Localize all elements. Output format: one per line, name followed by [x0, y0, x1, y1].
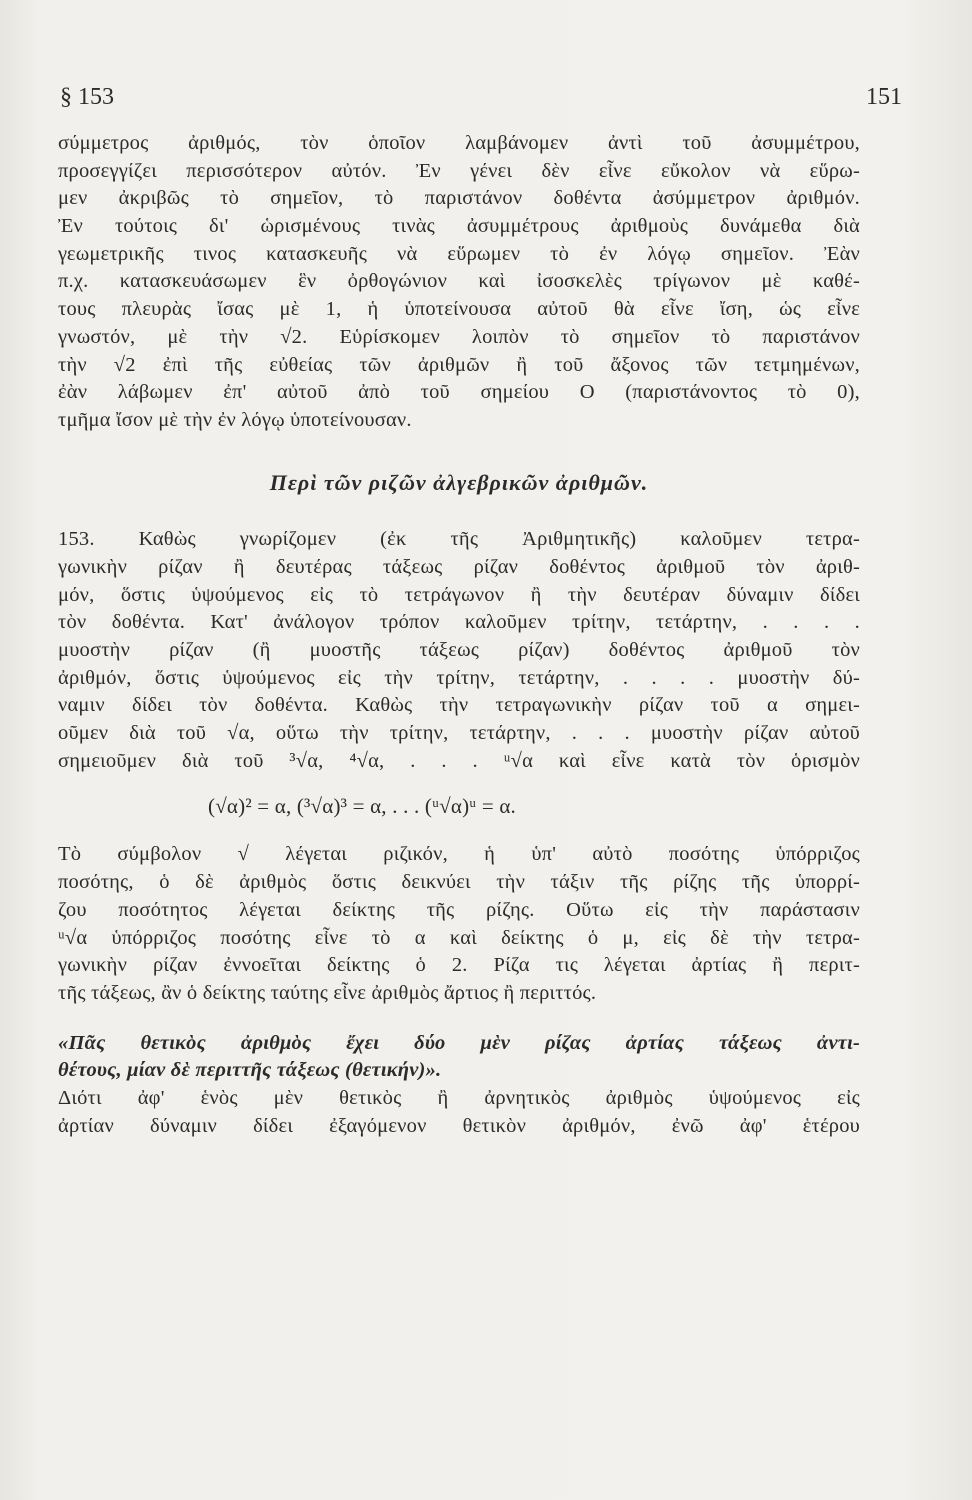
text-line: προσεγγίζει περισσότερον αὐτόν. Ἐν γένει δὲν εἶνε εὔκολον νὰ εὕρω- [58, 159, 860, 182]
text-line: ἐὰν λάβωμεν ἐπ' αὐτοῦ ἀπὸ τοῦ σημείου Ο (παριστάνοντος τὸ 0), [58, 381, 860, 404]
paragraph-1 [58, 130, 860, 435]
text-line: ᵘ√α ὑπόρριζος ποσότης εἶνε τὸ α καὶ δείκτης ὁ μ, εἰς δὲ τὴν τετρα- [58, 926, 860, 949]
root-formula: (√α)² = α, (³√α)³ = α, . . . (ᵘ√α)ᵘ = α. [208, 794, 516, 819]
text-line: τους πλευρὰς ἴσας μὲ 1, ἡ ὑποτείνουσα αὐτοῦ θὰ εἶνε ἴση, ὡς εἶνε [58, 298, 860, 321]
page-body [58, 130, 860, 1140]
theorem-quote [58, 1030, 860, 1085]
text-line: σημειοῦμεν διὰ τοῦ ³√α, ⁴√α, . . . ᵘ√α καὶ εἶνε κατὰ τὸν ὁρισμὸν [58, 749, 860, 772]
page-header [60, 84, 902, 124]
text-line: μεν ἀκριβῶς τὸ σημεῖον, τὸ παριστάνον δοθέντα ἀσύμμετρον ἀριθμόν. [58, 187, 860, 210]
section-heading: Περὶ τῶν ριζῶν ἀλγεβρικῶν ἀριθμῶν. [269, 469, 649, 495]
formula-block [58, 775, 860, 841]
text-line: γωνικὴν ρίζαν ἢ δευτέρας τάξεως ρίζαν δοθέντος ἀριθμοῦ τὸν ἀριθ- [58, 555, 860, 578]
text-line: γεωμετρικῆς τινος κατασκευῆς νὰ εὕρωμεν τὸ ἐν λόγῳ σημεῖον. Ἐὰν [58, 242, 860, 265]
text-line: Διότι ἀφ' ἑνὸς μὲν θετικὸς ἢ ἀρνητικὸς ἀριθμὸς ὑψούμενος εἰς [58, 1086, 860, 1109]
paragraph-2 [58, 526, 860, 775]
text-line: τμῆμα ἴσον μὲ τὴν ἐν λόγῳ ὑποτείνουσαν. [58, 408, 412, 431]
text-line: ζου ποσότητος λέγεται δείκτης τῆς ρίζης. Οὕτω εἰς τὴν παράστασιν [58, 898, 860, 921]
text-line: οῦμεν διὰ τοῦ √α, οὕτω τὴν τρίτην, τετάρτην, . . . μυοστὴν ρίζαν αὐτοῦ [58, 722, 860, 745]
text-line: σύμμετρος ἀριθμός, τὸν ὁποῖον λαμβάνομεν ἀντὶ τοῦ ἀσυμμέτρου, [58, 132, 860, 154]
spacer [58, 1008, 860, 1030]
text-line: Τὸ σύμβολον √ λέγεται ριζικόν, ἡ ὑπ' αὐτὸ ποσότης ὑπόρριζος [58, 843, 860, 866]
text-line: «Πᾶς θετικὸς ἀριθμὸς ἔχει δύο μὲν ρίζας ἀρτίας τάξεως ἀντι- [58, 1031, 860, 1054]
text-line: γωνικὴν ρίζαν ἐννοεῖται δείκτης ὁ 2. Ρίζα τις λέγεται ἀρτίας ἢ περιτ- [58, 954, 860, 977]
text-line: ποσότης, ὁ δὲ ἀριθμὸς ὅστις δεικνύει τὴν τάξιν τῆς ρίζης τῆς ὑπορρί- [58, 871, 860, 894]
text-line: τὴν √2 ἐπὶ τῆς εὐθείας τῶν ἀριθμῶν ἢ τοῦ ἄξονος τῶν τετμημένων, [58, 353, 860, 376]
section-number: § 153 [60, 84, 114, 110]
text-line: θέτους, μίαν δὲ περιττῆς τάξεως (θετικήν)». [58, 1059, 442, 1082]
page-number: 151 [866, 84, 902, 110]
text-line: 153. Καθὼς γνωρίζομεν (ἐκ τῆς Ἀριθμητικῆς) καλοῦμεν τετρα- [58, 528, 860, 551]
text-line: π.χ. κατασκευάσωμεν ἓν ὀρθογώνιον καὶ ἰσοσκελὲς τρίγωνον μὲ καθέ- [58, 270, 860, 293]
text-line: τὸν δοθέντα. Κατ' ἀνάλογον τρόπον καλοῦμεν τρίτην, τετάρτην, . . . . [58, 611, 860, 634]
text-line: τῆς τάξεως, ἂν ὁ δείκτης ταύτης εἶνε ἀριθμὸς ἄρτιος ἢ περιττός. [58, 981, 597, 1004]
text-line: ἀριθμόν, ὅστις ὑψούμενος εἰς τὴν τρίτην, τετάρτην, . . . . μυοστὴν δύ- [58, 666, 860, 689]
text-line: ναμιν δίδει τὸν δοθέντα. Καθὼς τὴν τετραγωνικὴν ρίζαν τοῦ α σημει- [58, 694, 860, 717]
text-line: μόν, ὅστις ὑψούμενος εἰς τὸ τετράγωνον ἢ τὴν δευτέραν δύναμιν δίδει [58, 583, 860, 606]
text-line: μυοστὴν ρίζαν (ἢ μυοστῆς τάξεως ρίζαν) δοθέντος ἀριθμοῦ τὸν [58, 639, 860, 662]
paragraph-4 [58, 1085, 860, 1140]
text-line: γνωστόν, μὲ τὴν √2. Εὑρίσκομεν λοιπὸν τὸ σημεῖον τὸ παριστάνον [58, 325, 860, 348]
text-line: ἀρτίαν δύναμιν δίδει ἐξαγόμενον θετικὸν ἀριθμόν, ἐνῶ ἀφ' ἑτέρου [58, 1114, 860, 1137]
paragraph-3 [58, 841, 860, 1007]
text-line: Ἐν τούτοις δι' ὡρισμένους τινὰς ἀσυμμέτρους ἀριθμοὺς δυνάμεθα διὰ [58, 215, 860, 238]
